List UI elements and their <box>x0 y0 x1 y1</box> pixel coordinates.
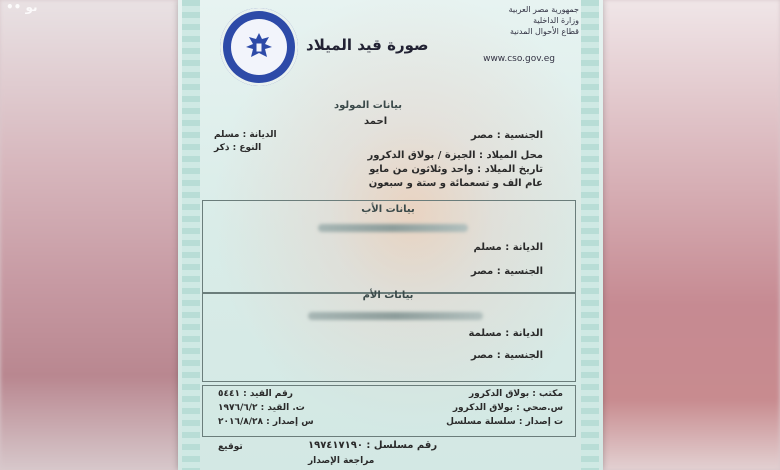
birth-certificate <box>178 0 603 470</box>
website-url: www.cso.gov.eg <box>483 54 555 64</box>
child-birthplace: محل الميلاد : الجيزة / بولاق الدكرور <box>367 150 543 161</box>
authority-line: جمهورية مصر العربية <box>508 5 579 14</box>
father-religion: الديانة : مسلم <box>473 242 543 253</box>
father-nationality: الجنسية : مصر <box>470 266 543 277</box>
issuing-authority <box>461 4 579 37</box>
mother-name-redacted <box>308 312 483 320</box>
registry-entry-number: رقم القيد : ٥٤٤١ <box>218 389 293 399</box>
registry-health-office: س.صحي : بولاق الدكرور <box>452 403 563 413</box>
eagle-seal-icon <box>220 8 298 86</box>
child-section-heading: بيانات المولود <box>334 100 402 111</box>
background-right <box>595 0 780 470</box>
authority-line: وزارة الداخلية <box>533 16 579 25</box>
registry-issue-note: ت إصدار : سلسلة مسلسل <box>446 417 563 427</box>
mother-religion: الديانة : مسلمة <box>468 328 543 339</box>
child-birthdate: تاريخ الميلاد : واحد وثلاثون من مايو <box>369 164 543 175</box>
child-birthyear: عام الف و تسعمائة و ستة و سبعون <box>368 178 543 189</box>
certificate-title: صورة قيد الميلاد <box>306 36 429 54</box>
registry-entry-date: ت. القيد : ١٩٧٦/٦/٢ <box>218 403 305 413</box>
child-gender: النوع : ذكر <box>214 143 262 153</box>
authority-line: قطاع الأحوال المدنية <box>510 27 579 36</box>
certificate-footer: مراجعة الإصدار <box>308 456 375 466</box>
child-nationality: الجنسية : مصر <box>470 130 543 141</box>
father-name-redacted <box>318 224 468 232</box>
child-religion: الديانة : مسلم <box>214 130 277 140</box>
decorative-border-right <box>581 0 599 470</box>
signature-label: توقيع <box>218 442 243 452</box>
registry-issue-date: س إصدار : ٢٠١٦/٨/٢٨ <box>218 417 314 427</box>
decorative-border-left <box>182 0 200 470</box>
father-section-heading: بيانات الأب <box>361 204 415 215</box>
background-left <box>0 0 185 470</box>
watermark-logo: •• ىو <box>6 0 38 14</box>
registry-office: مكتب : بولاق الدكرور <box>468 389 563 399</box>
serial-number: رقم مسلسل : ١٩٧٤١٧١٩٠ <box>308 440 438 451</box>
mother-section-heading: بيانات الأم <box>362 290 414 301</box>
mother-nationality: الجنسية : مصر <box>470 350 543 361</box>
child-name: احمد <box>364 116 388 127</box>
